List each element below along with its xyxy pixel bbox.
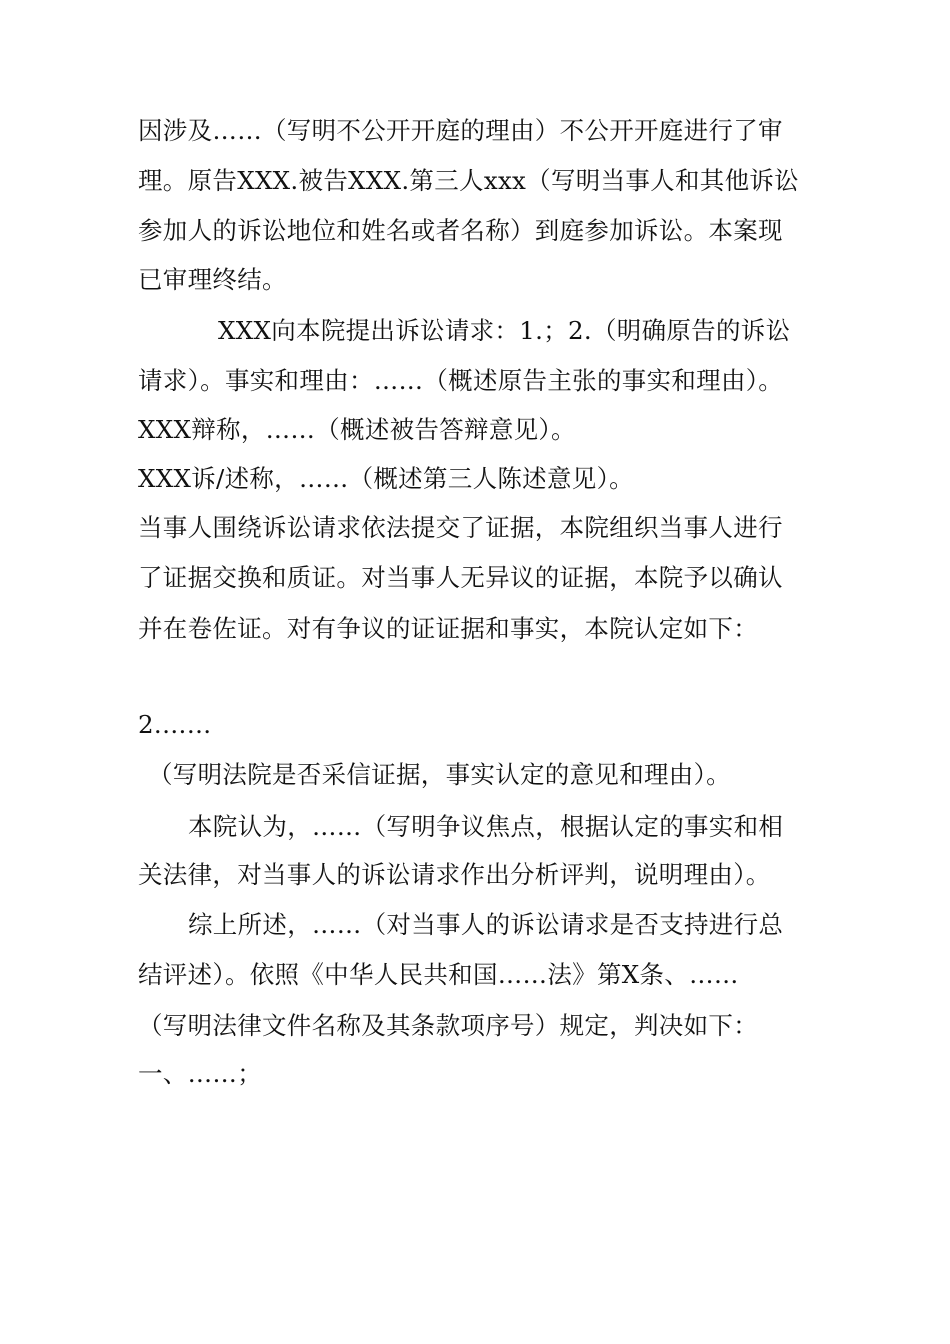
paragraph-1-line-3: 参加人的诉讼地位和姓名或者名称）到庭参加诉讼。本案现 (138, 216, 783, 245)
evidence-paragraph-line-1: 当事人围绕诉讼请求依法提交了证据，本院组织当事人进行 (138, 513, 783, 542)
paragraph-1-line-2: 理。原告XXX.被告XXX.第三人xxx（写明当事人和其他诉讼 (138, 166, 799, 195)
court-opinion-line-1: 本院认为，……（写明争议焦点，根据认定的事实和相 (188, 812, 784, 841)
summary-line-1: 综上所述，……（对当事人的诉讼请求是否支持进行总 (188, 910, 784, 939)
evidence-paragraph-line-2: 了证据交换和质证。对当事人无异议的证据，本院予以确认 (138, 563, 783, 592)
paragraph-2-line-1: XXX向本院提出诉讼请求：1.；2.（明确原告的诉讼 (218, 316, 791, 345)
court-evidence-note: （写明法院是否采信证据，事实认定的意见和理由）。 (148, 760, 731, 789)
judgment-item-1: 一、……； (138, 1059, 262, 1088)
paragraph-2-line-2: 请求）。事实和理由：……（概述原告主张的事实和理由）。 (138, 366, 784, 395)
summary-line-2: 结评述）。依照《中华人民共和国……法》第X条、…… (138, 960, 739, 989)
summary-line-3: （写明法律文件名称及其条款项序号）规定，判决如下： (138, 1011, 758, 1040)
defendant-reply: XXX辩称，……（概述被告答辩意见）。 (138, 415, 576, 444)
third-party-statement: XXX诉/述称，……（概述第三人陈述意见）。 (138, 464, 634, 493)
paragraph-1-line-4: 已审理终结。 (138, 265, 287, 294)
evidence-paragraph-line-3: 并在卷佐证。对有争议的证证据和事实，本院认定如下： (138, 614, 758, 643)
item-2: 2.…… (138, 710, 212, 739)
paragraph-1-line-1: 因涉及……（写明不公开开庭的理由）不公开开庭进行了审 (138, 116, 783, 145)
court-opinion-line-2: 关法律，对当事人的诉讼请求作出分析评判，说明理由）。 (138, 860, 771, 889)
